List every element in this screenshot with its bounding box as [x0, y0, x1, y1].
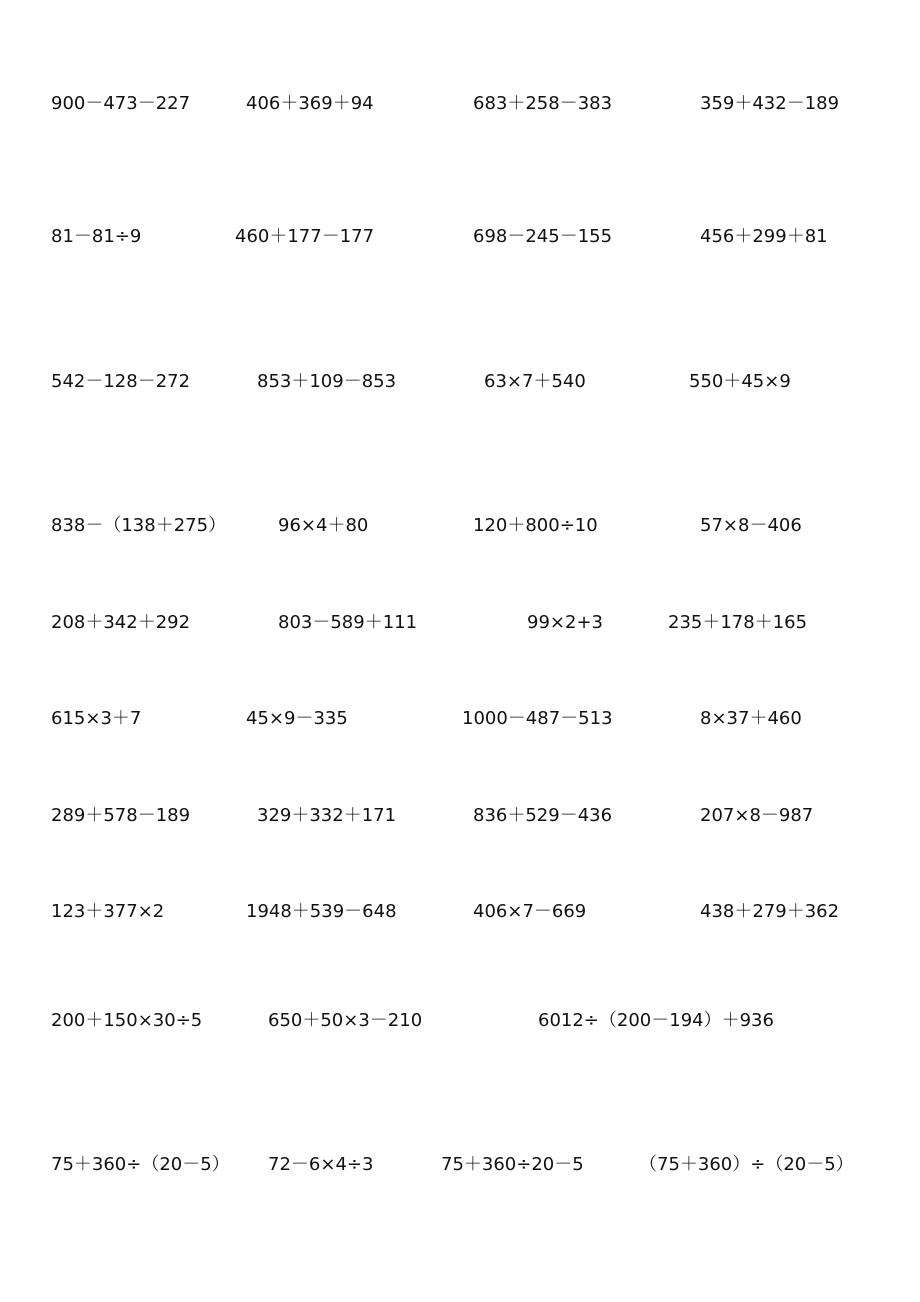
problem-3-4: 550＋45×9 [689, 371, 791, 392]
problem-2-1: 81－81÷9 [51, 226, 142, 247]
problem-9-2: 650＋50×3－210 [268, 1010, 423, 1031]
problem-2-4: 456＋299＋81 [700, 226, 828, 247]
problem-1-2: 406＋369＋94 [246, 93, 374, 114]
problem-2-3: 698－245－155 [473, 226, 613, 247]
problem-10-4: （75＋360）÷（20－5） [639, 1154, 854, 1175]
problem-4-1: 838－（138＋275） [51, 515, 227, 536]
problem-1-1: 900－473－227 [51, 93, 191, 114]
problem-6-2: 45×9－335 [246, 708, 348, 729]
problem-7-4: 207×8－987 [700, 805, 814, 826]
problem-7-2: 329＋332＋171 [257, 805, 397, 826]
problem-2-2: 460＋177－177 [235, 226, 375, 247]
problem-5-1: 208＋342＋292 [51, 612, 191, 633]
problem-6-1: 615×3＋7 [51, 708, 142, 729]
problem-4-2: 96×4＋80 [278, 515, 369, 536]
problem-5-4: 235＋178＋165 [668, 612, 808, 633]
problem-8-3: 406×7－669 [473, 901, 587, 922]
problem-4-3: 120＋800÷10 [473, 515, 598, 536]
problem-5-2: 803－589＋111 [278, 612, 418, 633]
problem-10-1: 75＋360÷（20－5） [51, 1154, 230, 1175]
problem-3-3: 63×7＋540 [484, 371, 586, 392]
problem-6-3: 1000－487－513 [462, 708, 613, 729]
problem-6-4: 8×37＋460 [700, 708, 802, 729]
problem-8-4: 438＋279＋362 [700, 901, 840, 922]
problem-10-2: 72－6×4÷3 [268, 1154, 374, 1175]
problem-1-4: 359＋432－189 [700, 93, 840, 114]
problem-7-1: 289＋578－189 [51, 805, 191, 826]
problem-3-1: 542－128－272 [51, 371, 191, 392]
problem-10-3: 75＋360÷20－5 [441, 1154, 584, 1175]
problem-7-3: 836＋529－436 [473, 805, 613, 826]
problem-4-4: 57×8－406 [700, 515, 802, 536]
problem-3-2: 853＋109－853 [257, 371, 397, 392]
problem-8-2: 1948＋539－648 [246, 901, 397, 922]
problem-1-3: 683＋258－383 [473, 93, 613, 114]
problem-9-1: 200＋150×30÷5 [51, 1010, 203, 1031]
problem-5-3: 99×2+3 [527, 612, 603, 633]
problem-9-3: 6012÷（200－194）＋936 [538, 1010, 774, 1031]
problem-8-1: 123＋377×2 [51, 901, 165, 922]
